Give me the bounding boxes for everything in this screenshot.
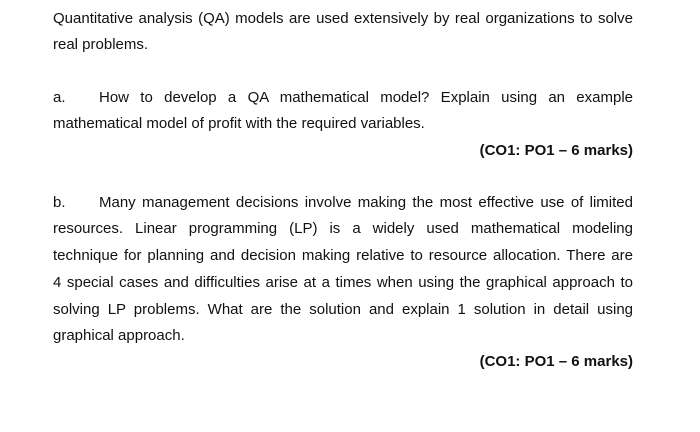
question-b-line-1 (53, 193, 633, 213)
question-a-marks: (CO1: PO1 – 6 marks) (479, 142, 633, 159)
question-a-line-1 (53, 88, 633, 108)
question-b-line-5: solving LP problems. What are the solution and explain 1 solution in detail using (53, 301, 633, 318)
question-a-text-1: How to develop a QA mathematical model? Explain using an example (99, 89, 633, 106)
intro-line-2: real problems. (53, 36, 149, 53)
question-b-label: b. (53, 194, 66, 211)
question-b-line-3: technique for planning and decision making relative to resource allocation. There are (53, 247, 633, 264)
question-b-text-1: Many management decisions involve making the most effective use of limited (99, 194, 633, 211)
question-a-label: a. (53, 89, 66, 106)
question-b-line-4: 4 special cases and difficulties arise at a times when using the graphical approach to (53, 274, 633, 291)
question-b-line-6: graphical approach. (53, 327, 185, 344)
intro-line-1: Quantitative analysis (QA) models are used extensively by real organizations to solve (53, 10, 633, 27)
document-page (53, 0, 633, 432)
question-b-marks: (CO1: PO1 – 6 marks) (479, 353, 633, 370)
question-a-line-2: mathematical model of profit with the required variables. (53, 115, 425, 132)
question-b-line-2: resources. Linear programming (LP) is a widely used mathematical modeling (53, 220, 633, 237)
